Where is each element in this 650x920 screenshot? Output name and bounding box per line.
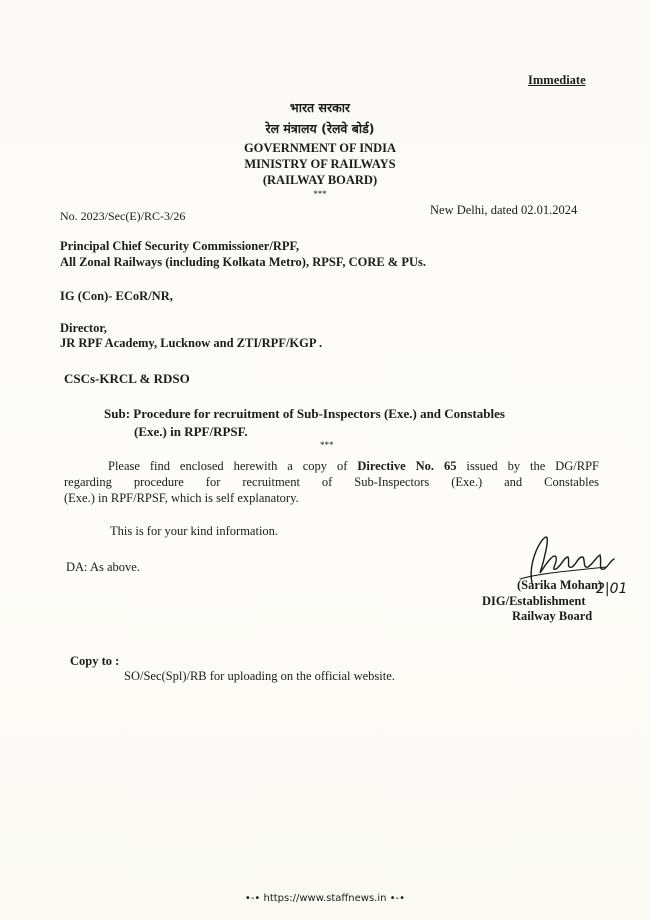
directive-reference: Directive No. 65: [357, 459, 457, 473]
government-heading: GOVERNMENT OF INDIA: [243, 141, 397, 155]
information-line: This is for your kind information.: [110, 524, 279, 538]
body-line-3: (Exe.) in RPF/RPSF, which is self explanatory.: [64, 491, 299, 505]
enclosure-note: DA: As above.: [66, 560, 140, 574]
body-paragraph: [64, 458, 599, 506]
body-text-a: Please find enclosed herewith a copy of: [108, 459, 358, 473]
copy-to-label: Copy to :: [70, 654, 120, 668]
subject-line-1: Sub: Procedure for recruitment of Sub-Inspectors (Exe.) and Constables: [104, 406, 505, 421]
handwritten-date: 2|01: [596, 581, 628, 597]
signatory-office: Railway Board: [512, 609, 593, 623]
addressee-director-org: JR RPF Academy, Lucknow and ZTI/RPF/KGP .: [60, 336, 323, 350]
copy-to-recipient: SO/Sec(Spl)/RB for uploading on the official website.: [124, 669, 395, 683]
addressee-cscs: CSCs-KRCL & RDSO: [64, 371, 190, 386]
footer-url: •-• https://www.staffnews.in •-•: [244, 893, 406, 904]
addressee-ig: IG (Con)- ECoR/NR,: [60, 289, 173, 303]
subject-separator: ***: [320, 440, 334, 450]
body-line-1: [64, 458, 599, 474]
signatory-name: (Sarika Mohan): [517, 578, 603, 592]
hindi-ministry-heading: रेल मंत्रालय (रेलवे बोर्ड): [265, 121, 375, 136]
ministry-heading: MINISTRY OF RAILWAYS: [244, 157, 396, 171]
header-separator: ***: [313, 189, 327, 199]
subject-line-2: (Exe.) in RPF/RPSF.: [134, 424, 248, 439]
addressee-line-2: All Zonal Railways (including Kolkata Metro), RPSF, CORE & PUs.: [60, 255, 426, 269]
place-and-date: New Delhi, dated 02.01.2024: [430, 203, 578, 217]
addressee-director-title: Director,: [60, 321, 107, 335]
addressee-line-1: Principal Chief Security Commissioner/RPF,: [60, 239, 300, 253]
board-heading: (RAILWAY BOARD): [262, 173, 378, 187]
hindi-government-heading: भारत सरकार: [289, 100, 351, 115]
priority-label: Immediate: [528, 73, 586, 87]
body-line-2: regarding procedure for recruitment of Sub-Inspectors (Exe.) and Constables: [64, 475, 599, 489]
body-text-b: issued by the DG/RPF: [456, 459, 599, 473]
reference-number: No. 2023/Sec(E)/RC-3/26: [60, 209, 186, 223]
signatory-designation: DIG/Establishment: [482, 594, 586, 608]
